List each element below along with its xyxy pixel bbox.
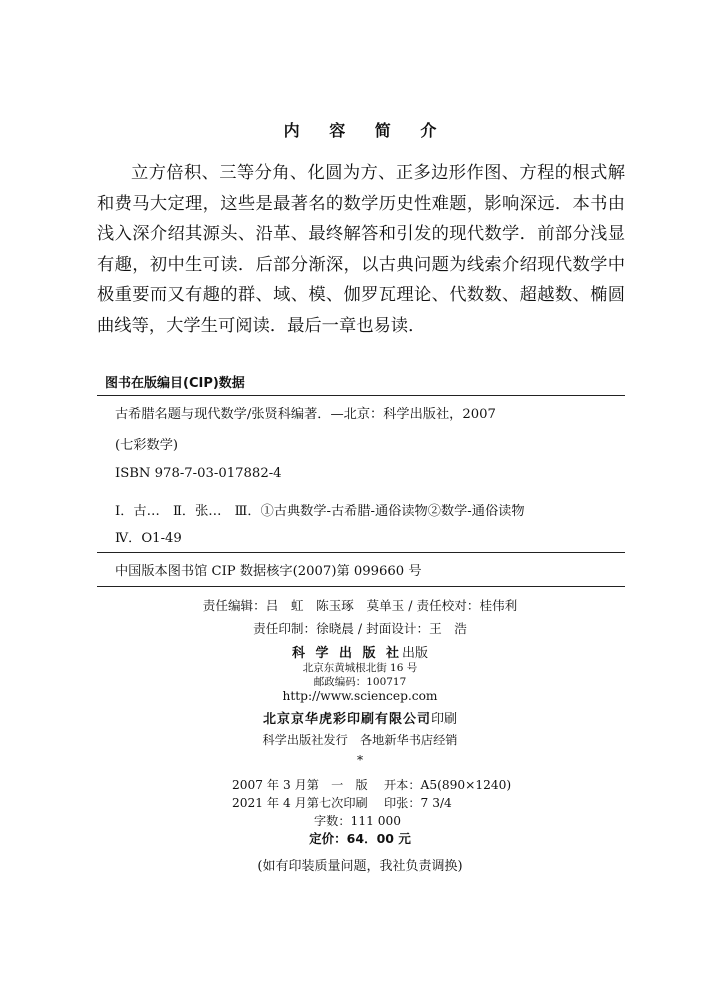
cip-title: 图书在版编目(CIP)数据 xyxy=(105,376,245,391)
publisher-postal: 邮政编码：100717 xyxy=(313,676,407,688)
quality-note: (如有印装质量问题，我社负责调换) xyxy=(257,859,463,874)
printing-credit: 责任印制：徐晓晨 / 封面设计：王 浩 xyxy=(253,621,467,636)
book-format: 开本：A5(890×1240) xyxy=(384,778,512,792)
summary-text: 立方倍积、三等分角、化圆为方、正多边形作图、方程的根式解和费马大定理，这些是最著名的数学历史性难题，影响深远．本书由浅入深介绍其源头、沿革、最终解答和引发的现代数学．前部分浅显有趣，初中生可读．后部分渐深，以古典问题为线索介绍现代数学中极重要而又有趣的群、域、模、伽罗瓦理论、代数数、超越数、椭圆曲线等，大学生可阅读．最后一章也易读． xyxy=(97,163,625,336)
cip-series: (七彩数学) xyxy=(115,438,179,453)
publisher-line xyxy=(0,642,720,661)
printer-suffix: 印刷 xyxy=(431,712,458,727)
cip-bottom-rule xyxy=(97,586,625,587)
asterisk-divider: * xyxy=(356,753,364,767)
word-count: 字数：111 000 xyxy=(314,814,401,828)
cip-middle-rule xyxy=(97,552,625,553)
cip-classification-1: Ⅰ．古… Ⅱ．张… Ⅲ．①古典数学-古希腊-通俗读物②数学-通俗读物 xyxy=(115,504,525,519)
editors-credit: 责任编辑：吕 虹 陈玉琢 莫单玉 / 责任校对：桂伟利 xyxy=(202,598,518,613)
summary-title: 内 容 简 介 xyxy=(283,121,449,140)
cip-verification: 中国版本图书馆 CIP 数据核字(2007)第 099660 号 xyxy=(115,564,422,579)
cip-classification-2: Ⅳ．O1-49 xyxy=(115,531,182,546)
printer-line xyxy=(0,708,720,727)
publisher-suffix: 出版 xyxy=(402,646,429,661)
price: 定价：64．00 元 xyxy=(309,831,411,846)
publisher-website[interactable]: http://www.sciencep.com xyxy=(282,689,438,703)
cip-book-line: 古希腊名题与现代数学/张贤科编著．—北京：科学出版社，2007 xyxy=(115,407,496,422)
distribution-line: 科学出版社发行 各地新华书店经销 xyxy=(262,733,458,747)
reprint-info: 2021 年 4 月第七次印刷 xyxy=(232,796,368,810)
publisher-name: 科 学 出 版 社 xyxy=(291,646,403,661)
cip-isbn: ISBN 978-7-03-017882-4 xyxy=(115,466,282,481)
first-edition: 2007 年 3 月第 一 版 xyxy=(232,778,368,792)
cip-top-rule xyxy=(97,395,625,396)
publisher-address: 北京东黄城根北街 16 号 xyxy=(302,662,418,674)
printer-name: 北京京华虎彩印刷有限公司 xyxy=(262,712,431,727)
printed-sheets: 印张：7 3/4 xyxy=(384,796,452,810)
